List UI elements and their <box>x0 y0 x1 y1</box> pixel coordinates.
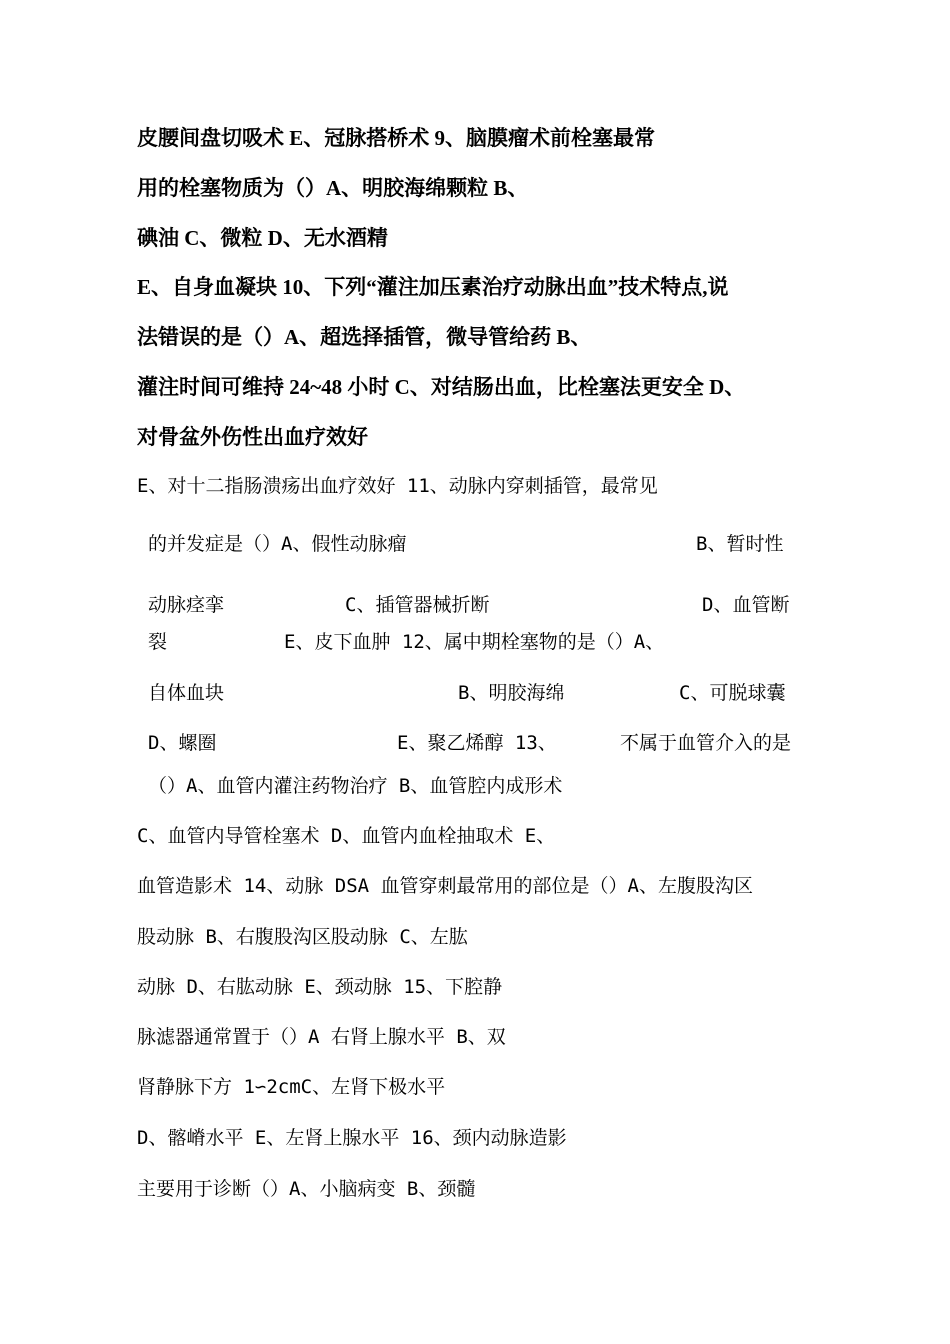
text-line: 脉滤器通常置于（）A 右肾上腺水平 B、双 <box>137 1026 506 1048</box>
text-line: 用的栓塞物质为（）A、明胶海绵颗粒 B、 <box>137 176 529 200</box>
text-line: 主要用于诊断（）A、小脑病变 B、颈髓 <box>137 1178 476 1200</box>
text-line: 股动脉 B、右腹股沟区股动脉 C、左肱 <box>137 926 468 948</box>
text-segment: D、血管断 <box>702 594 790 616</box>
text-segment: C、可脱球囊 <box>679 682 786 704</box>
text-line: （）A、血管内灌注药物治疗 B、血管腔内成形术 <box>148 775 563 797</box>
text-line: 碘油 C、微粒 D、无水酒精 <box>137 226 388 250</box>
text-segment: C、插管器械折断 <box>345 594 490 616</box>
text-line <box>0 535 950 557</box>
text-line: D、髂嵴水平 E、左肾上腺水平 16、颈内动脉造影 <box>137 1127 567 1149</box>
text-segment: E、皮下血肿 12、属中期栓塞物的是（）A、 <box>284 631 665 653</box>
text-line: 肾静脉下方 1∽2cmC、左肾下极水平 <box>137 1076 446 1098</box>
text-segment: 裂 <box>148 631 168 653</box>
text-line <box>0 684 950 706</box>
text-line: 对骨盆外伤性出血疗效好 <box>137 425 368 449</box>
text-line: 灌注时间可维持 24~48 小时 C、对结肠出血，比栓塞法更安全 D、 <box>137 375 746 399</box>
text-line <box>0 596 950 618</box>
text-line: 法错误的是（）A、超选择插管，微导管给药 B、 <box>137 325 592 349</box>
text-segment: 动脉痉挛 <box>148 594 225 616</box>
text-line <box>0 734 950 756</box>
text-line: 血管造影术 14、动脉 DSA 血管穿刺最常用的部位是（）A、左腹股沟区 <box>137 875 753 897</box>
text-segment: E、聚乙烯醇 13、 <box>397 732 557 754</box>
text-segment: B、暂时性 <box>696 533 784 555</box>
text-line: C、血管内导管栓塞术 D、血管内血栓抽取术 E、 <box>137 825 556 847</box>
text-line: 动脉 D、右肱动脉 E、颈动脉 15、下腔静 <box>137 976 503 998</box>
text-segment: 自体血块 <box>148 682 225 704</box>
text-segment: 不属于血管介入的是 <box>620 732 792 754</box>
text-line <box>0 633 950 655</box>
text-line: E、对十二指肠溃疡出血疗效好 11、动脉内穿刺插管，最常见 <box>137 475 658 497</box>
text-segment: 的并发症是（）A、假性动脉瘤 <box>148 533 407 555</box>
text-segment: D、螺圈 <box>148 732 217 754</box>
text-segment: B、明胶海绵 <box>458 682 565 704</box>
text-line: E、自身血凝块 10、下列“灌注加压素治疗动脉出血”技术特点,说 <box>137 275 729 299</box>
text-line: 皮腰间盘切吸术 E、冠脉搭桥术 9、脑膜瘤术前栓塞最常 <box>137 126 656 150</box>
